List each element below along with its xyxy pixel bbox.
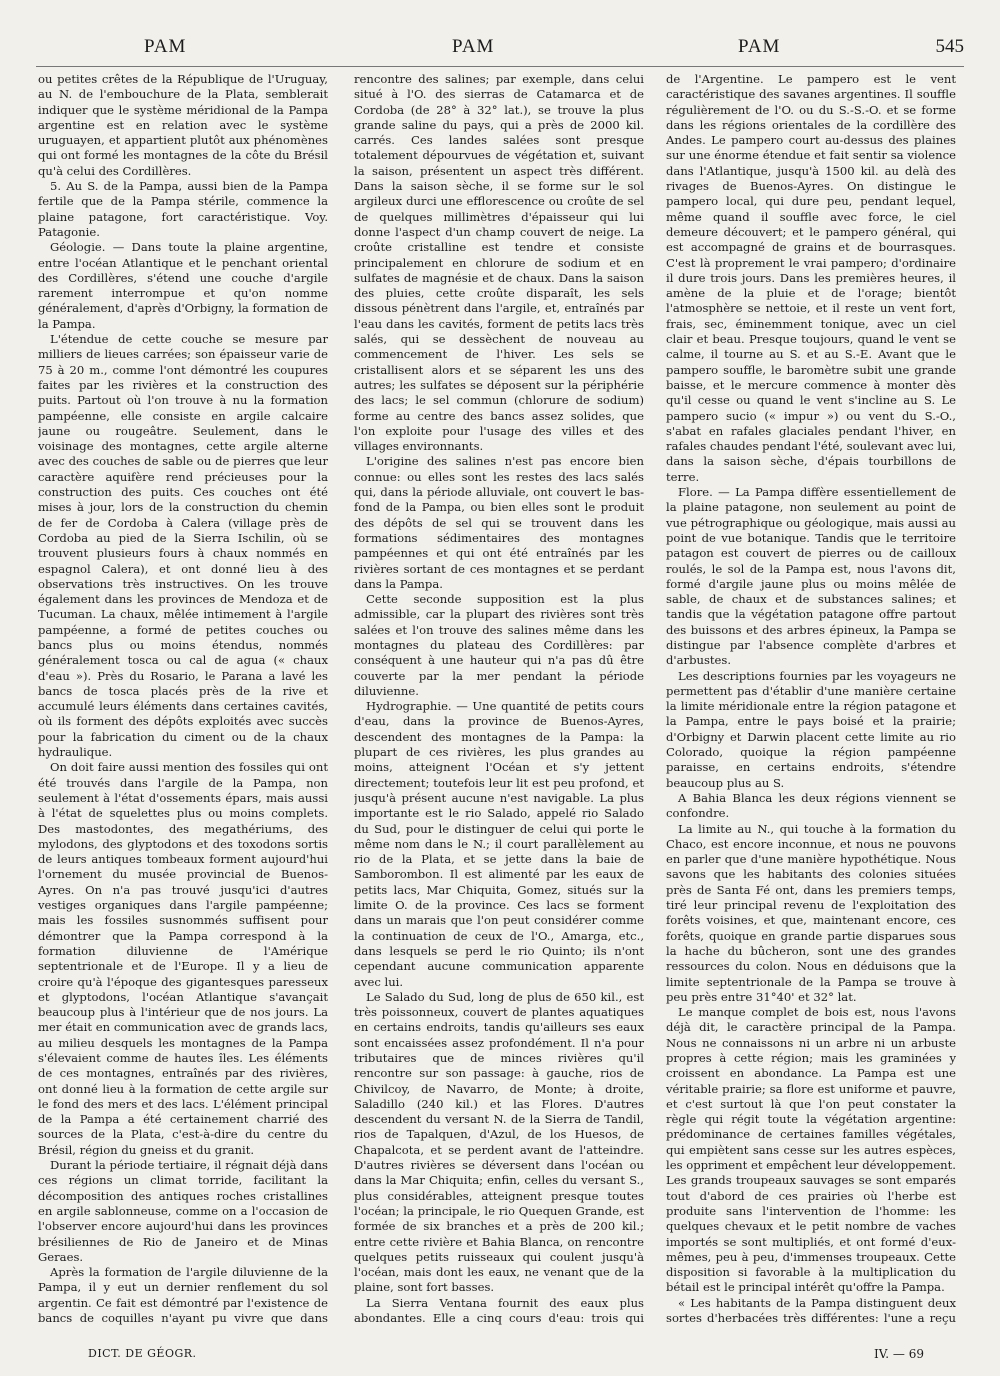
paragraph: L'origine des salines n'est pas encore bien connue: ou elles sont les restes des lacs salés qui, dans la période alluviale, ont couvert le bas-fond de la Pampa, ou bien elles sont le produit des dépôts de sel qui se trouvent dans les formations sédimentaires des montagnes pampéennes et qui ont été entraînés par les rivières sortant de ces montagnes et se perdant dans la Pampa.	[354, 454, 644, 591]
paragraph: 5. Au S. de la Pampa, aussi bien de la Pampa fertile que de la Pampa stérile, commence la plaine patagone, fort caractéristique. Voy. Patagonie.	[38, 179, 328, 239]
paragraph: Durant la période tertiaire, il régnait déjà dans ces régions un climat torride, facilitant la décomposition des antiques roches cristallines en argile sablonneuse, comme on a l'occasion de l'observer encore aujourd'hui dans les provinces brésiliennes de Rio de Janeiro et de Minas Geraes.	[38, 1158, 328, 1264]
paragraph: Après la formation de l'argile diluvienne de la Pampa, il y eut un dernier renflement du sol argentin. Ce fait est démontré par l'existence de bancs de coquilles n'ayant pu vivre que dans	[38, 1265, 328, 1326]
page-number: 545	[935, 36, 964, 57]
footer-signature: DICT. DE GÉOGR.	[88, 1347, 197, 1360]
text-column-3	[666, 72, 956, 1327]
paragraph: La limite au N., qui touche à la formation du Chaco, est encore inconnue, et nous ne pouvons en parler que d'une manière hypothétique. Nous savons que les habitants des colonies situées près de Santa Fé ont, dans les premiers temps, tiré leur principal revenu de l'exploitation des forêts voisines, et que, maintenant encore, ces forêts, quoique en grande partie disparues sous la hache du bûcheron, sont une des grandes ressources du colon. Nous en déduisons que la limite septentrionale de la Pampa se trouve à peu près entre 31°40' et 32° lat.	[666, 821, 956, 1004]
header-headword-right: PAM	[738, 36, 781, 57]
footer-volume-sheet: IV. — 69	[873, 1347, 924, 1361]
paragraph: « Les habitants de la Pampa distinguent deux sortes d'herbacées très différentes: l'une a reçu	[666, 1295, 956, 1326]
paragraph: La Sierra Ventana fournit des eaux plus abondantes. Elle a cinq cours d'eau: trois qui	[354, 1295, 644, 1326]
paragraph: Les descriptions fournies par les voyageurs ne permettent pas d'établir d'une manière certaine la limite méridionale entre la région patagone et la Pampa, entre le pays boisé et la prairie; d'Orbigny et Darwin placent cette limite au rio Colorado, quoique la région pampéenne paraisse, en certains endroits, s'étendre beaucoup plus au S.	[666, 668, 956, 790]
header-headword-left: PAM	[144, 36, 187, 57]
paragraph: Le manque complet de bois est, nous l'avons déjà dit, le caractère principal de la Pampa. Nous ne connaissons ni un arbre ni un arbuste propres à cette région; mais les graminées y croissent en abondance. La Pampa est une véritable prairie; sa flore est uniforme et pauvre, et c'est surtout là que l'on peut constater la règle qui régit toute la végétation argentine: prédominance de certaines familles végétales, qui empiètent sans cesse sur les autres espèces, les oppriment et empêchent leur développement. Les grands troupeaux sauvages se sont emparés tout d'abord de ces prairies où l'herbe est produite sans l'intervention de l'homme: les quelques chevaux et le petit nombre de vaches importés se sont multipliés, et ont formé d'eux-mêmes, peu à peu, d'immenses troupeaux. Cette disposition si favorable à la multiplication du bétail est le principal intérêt qu'offre la Pampa.	[666, 1005, 956, 1295]
paragraph: Géologie. — Dans toute la plaine argentine, entre l'océan Atlantique et le penchant oriental des Cordillères, s'étend une couche d'argile rarement interrompue et qu'on nomme généralement, d'après d'Orbigny, la formation de la Pampa.	[38, 240, 328, 331]
text-column-1	[38, 72, 328, 1327]
paragraph: Hydrographie. — Une quantité de petits cours d'eau, dans la province de Buenos-Ayres, descendent des montagnes de la Pampa: la plupart de ces rivières, les plus grandes au moins, atteignent l'Océan et s'y jettent directement; toutefois leur lit est peu profond, et jusqu'à présent aucune n'est navigable. La plus importante est le rio Salado, appelé rio Salado du Sud, pour le distinguer de celui qui porte le même nom dans le N.; il court parallèlement au rio de la Plata, et se jette dans la baie de Samborombon. Il est alimenté par les eaux de petits lacs, Mar Chiquita, Gomez, situés sur la limite O. de la province. Ces lacs se forment dans un marais que l'on peut considérer comme la continuation de ceux de l'O., Amarga, etc., dans lesquels se perd le rio Quinto; ils n'ont cependant aucune communication apparente avec lui.	[354, 699, 644, 989]
paragraph: Cette seconde supposition est la plus admissible, car la plupart des rivières sont très salées et l'on trouve des salines même dans les montagnes du plateau des Cordillères: par conséquent à une hauteur qui n'a pas dû être couverte par la mer pendant la période diluvienne.	[354, 592, 644, 698]
paragraph: L'étendue de cette couche se mesure par milliers de lieues carrées; son épaisseur varie de 75 à 20 m., comme l'ont démontré les coupures faites par les rivières et la construction des puits. Partout où l'on trouve à nu la formation pampéenne, elle consiste en argile calcaire jaune ou rougeâtre. Seulement, dans le voisinage des montagnes, cette argile alterne avec des couches de sable ou de pierres que leur caractère aquifère rend précieuses pour la construction des puits. Ces couches ont été mises à jour, lors de la construction du chemin de fer de Cordoba à Calera (village près de Cordoba au pied de la Sierra Ischilin, où se trouvent plusieurs fours à chaux nommés en espagnol Calera), et ont donné lieu à des observations très instructives. On les trouve également dans les provinces de Mendoza et de Tucuman. La chaux, mêlée intimement à l'argile pampéenne, a formé de petites couches ou bancs plus ou moins étendus, nommés généralement tosca ou cal de agua (« chaux d'eau »). Près du Rosario, le Parana a lavé les bancs de tosca placés près de la rive et accumulé leurs éléments dans certaines cavités, où ils forment des dépôts exploités avec succès pour la fabrication du ciment ou de la chaux hydraulique.	[38, 332, 328, 760]
paragraph: rencontre des salines; par exemple, dans celui situé à l'O. des sierras de Catamarca et de Cordoba (de 28° à 32° lat.), se trouve la plus grande saline du pays, qui a près de 2000 kil. carrés. Ces landes salées sont presque totalement dépourvues de végétation et, suivant la saison, présentent un aspect très différent. Dans la saison sèche, il se forme sur le sol argileux durci une efflorescence ou croûte de sel de quelques millimètres d'épaisseur qui lui donne l'aspect d'un champ couvert de neige. La croûte cristalline est tendre et consiste principalement en chlorure de sodium et en sulfates de magnésie et de chaux. Dans la saison des pluies, cette croûte disparaît, les sels dissous pénètrent dans l'argile, et, entraînés par l'eau dans les cavités, forment de petits lacs très salés, qui se dessèchent de nouveau au commencement de l'hiver. Les sels se cristallisent alors et se séparent les uns des autres; les sulfates se déposent sur la périphérie des lacs; le sel commun (chlorure de sodium) forme au centre des bancs assez solides, que l'on exploite pour l'usage des villes et des villages environnants.	[354, 72, 644, 454]
paragraph: ou petites crêtes de la République de l'Uruguay, au N. de l'embouchure de la Plata, semblerait indiquer que le système méridional de la Pampa argentine est en relation avec le système uruguayen, et appartient plutôt aux phénomènes qui ont formé les montagnes de la côte du Brésil qu'à celui des Cordillères.	[38, 72, 328, 178]
header-rule	[36, 66, 964, 67]
paragraph: On doit faire aussi mention des fossiles qui ont été trouvés dans l'argile de la Pampa, non seulement à l'état d'ossements épars, mais aussi à l'état de squelettes plus ou moins complets. Des mastodontes, des megathériums, des mylodons, des glyptodons et des toxodons sortis de leurs antiques tombeaux forment aujourd'hui l'ornement du musée provincial de Buenos-Ayres. On n'a pas trouvé jusqu'ici d'autres vestiges organiques dans l'argile pampéenne; mais les fossiles susnommés suffisent pour démontrer que la Pampa correspond à la formation diluvienne de l'Amérique septentrionale et de l'Europe. Il y a lieu de croire qu'à l'époque des gigantesques paresseux et glyptodons, l'océan Atlantique s'avançait beaucoup plus à l'intérieur que de nos jours. La mer était en communication avec de grands lacs, au milieu desquels les montagnes de la Pampa s'élevaient comme de hautes îles. Les éléments de ces montagnes, entraînés par des rivières, ont donné lieu à la formation de cette argile sur le fond des mers et des lacs. L'élément principal de la Pampa a été certainement charrié des sources de la Plata, c'est-à-dire du centre du Brésil, région du gneiss et du granit.	[38, 760, 328, 1157]
running-header	[36, 36, 964, 66]
text-column-2	[354, 72, 644, 1327]
paragraph: Le Salado du Sud, long de plus de 650 kil., est très poissonneux, couvert de plantes aquatiques en certains endroits, tandis qu'ailleurs ses eaux sont encaissées assez profondément. Il n'a pour tributaires que de minces rivières qu'il rencontre sur son passage: à gauche, rios de Chivilcoy, de Navarro, de Monte; à droite, Saladillo (240 kil.) et las Flores. D'autres descendent du versant N. de la Sierra de Tandil, rios de Tapalquen, d'Azul, de los Huesos, de Chapalcota, et se perdent avant de l'atteindre. D'autres rivières se déversent dans l'océan ou dans la Mar Chiquita; enfin, celles du versant S., plus considérables, atteignent presque toutes l'océan; la principale, le rio Quequen Grande, est formée de six branches et a près de 200 kil.; entre cette rivière et Bahia Blanca, on rencontre quelques petits ruisseaux qui coulent jusqu'à l'océan, mais dont les eaux, ne venant que de la plaine, sont fort basses.	[354, 989, 644, 1295]
header-headword-center: PAM	[452, 36, 495, 57]
paragraph: Flore. — La Pampa diffère essentiellement de la plaine patagone, non seulement au point de vue pétrographique ou géologique, mais aussi au point de vue botanique. Tandis que le territoire patagon est couvert de pierres ou de cailloux roulés, le sol de la Pampa est, nous l'avons dit, formé d'argile jaune plus ou moins mêlée de sable, de chaux et de substances salines; et tandis que la végétation patagone offre partout des buissons et des arbres épineux, la Pampa se distingue par l'absence complète d'arbres et d'arbustes.	[666, 485, 956, 668]
paragraph: de l'Argentine. Le pampero est le vent caractéristique des savanes argentines. Il souffle régulièrement de l'O. ou du S.-S.-O. et se forme dans les régions orientales de la cordillère des Andes. Le pampero court au-dessus des plaines sur une énorme étendue et fait sentir sa violence dans l'Atlantique, jusqu'à 1500 kil. au delà des rivages de Buenos-Ayres. On distingue le pampero local, qui dure peu, pendant lequel, même quand il souffle avec force, le ciel demeure découvert; et le pampero général, qui est accompagné de grains et de bourrasques. C'est là proprement le vrai pampero; d'ordinaire il dure trois jours. Dans les premières heures, il amène de la pluie et de l'orage; bientôt l'atmosphère se nettoie, et il reste un vent fort, frais, sec, éminemment tonique, avec un ciel clair et beau. Presque toujours, quand le vent se calme, il tourne au S. et au S.-E. Avant que le pampero souffle, le baromètre subit une grande baisse, et le mercure commence à monter dès qu'il cesse ou quand le vent s'incline au S. Le pampero sucio (« impur ») ou vent du S.-O., s'abat en rafales glaciales pendant l'hiver, en rafales chaudes pendant l'été, soulevant avec lui, dans la saison sèche, d'épais tourbillons de terre.	[666, 72, 956, 484]
paragraph: A Bahia Blanca les deux régions viennent se confondre.	[666, 790, 956, 821]
